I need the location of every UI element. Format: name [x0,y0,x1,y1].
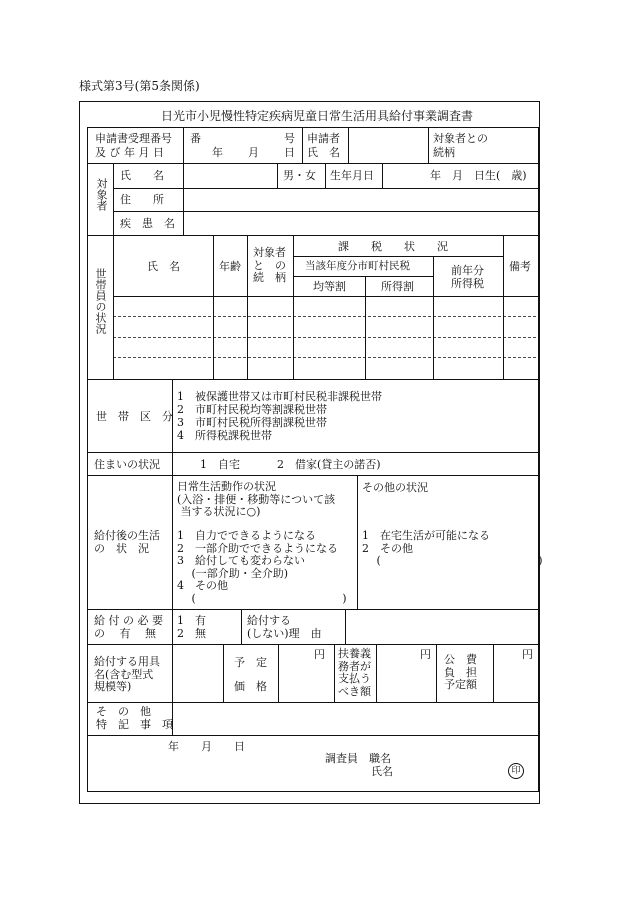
remarks-label: そ の 他 特 記 事 項 [96,705,173,731]
housing-option-1: 1 自宅 [200,458,240,471]
daily-activity-items: 1 自力でできるようになる 2 一部介助でできるようになる 3 給付しても変わらない (一部介助・全介助) 4 その他 ( ) [177,529,347,605]
household-group-text: 世帯員の状況 [94,268,107,334]
necessity-options: 1 有 2 無 [177,614,206,640]
ban-label: 番 [190,132,201,145]
receipt-year-label: 年 [212,146,223,159]
daily-activity-heading: 日常生活動作の状況 (入浴・排便・移動等について該 当する状況に○) [177,480,336,518]
document-title: 日光市小児慢性特定疾病児童日常生活用具給付事業調査書 [161,109,474,123]
go-label: 号 [284,132,295,145]
form-number: 様式第3号(第5条関係) [79,79,200,93]
necessity-reason-label: 給付する (しない)理 由 [247,614,322,640]
other-status-items: 1 在宅生活が可能になる 2 その他 ( ) [362,529,543,567]
address-label: 住 所 [120,193,164,206]
birthdate-label: 生年月日 [330,169,374,182]
classification-item-1: 1 被保護世帯又は市町村民税非課税世帯 [177,390,382,403]
relation-label-2: 続柄 [433,146,455,159]
receipt-day-label: 日 [284,146,295,159]
household-col-remarks: 備考 [509,260,531,273]
public-burden-label: 公 費 負 担 予定額 [444,653,477,691]
sex-options: 男・女 [283,169,316,182]
footer-date: 年 月 日 [168,740,245,753]
household-col-income-levy: 所得割 [381,280,414,293]
investigator-title-label: 調査員 職名 [325,752,391,765]
price-label-1: 予 定 [234,656,267,669]
applicant-name-label: 氏 名 [307,146,340,159]
other-status-heading: その他の状況 [362,481,428,494]
equipment-name-label: 給付する用具 名(含む型式 規模等) [94,655,160,693]
price-label-2: 価 格 [234,680,267,693]
household-col-prev-income-tax: 前年分 所得税 [451,264,484,290]
classification-item-4: 4 所得税課税世帯 [177,429,272,442]
necessity-label: 給 付 の 必 要 の 有 無 [94,614,163,640]
classification-item-2: 2 市町村民税均等割課税世帯 [177,403,327,416]
housing-label: 住まいの状況 [94,458,160,471]
receipt-number-label: 申請書受理番号 [95,132,172,145]
household-col-tax: 課 税 状 況 [338,240,448,253]
receipt-date-label: 及 び 年 月 日 [95,146,164,159]
subject-group-label [94,178,108,215]
housing-option-2: 2 借家(貸主の諾否) [277,458,381,471]
subject-group-text: 対象者 [95,178,108,211]
household-col-per-capita: 均等割 [313,280,346,293]
household-group-label [94,268,107,337]
classification-label: 世 帯 区 分 [96,410,173,423]
household-col-relation: 対象者 と の 続 柄 [253,246,286,284]
household-col-age: 年齢 [219,260,241,273]
after-status-label: 給付後の生活 の 状 況 [94,529,160,555]
price-yen: 円 [314,648,325,661]
receipt-month-label: 月 [248,146,259,159]
investigator-name-label: 氏名 [371,765,393,778]
disease-label: 疾 患 名 [120,217,175,230]
subject-name-label: 氏 名 [120,169,164,182]
public-yen: 円 [522,648,533,661]
classification-item-3: 3 市町村民税所得割課税世帯 [177,416,327,429]
obligor-yen: 円 [420,648,431,661]
applicant-label: 申請者 [307,132,340,145]
obligor-amount-label: 扶養義 務者が 支払う べき額 [338,647,371,698]
seal-mark: 印 [508,763,524,779]
birthdate-value: 年 月 日生( 歳) [430,169,527,182]
relation-label: 対象者との [433,132,488,145]
household-col-name: 氏 名 [147,260,180,273]
household-col-current-tax: 当該年度分市町村民税 [305,260,410,272]
